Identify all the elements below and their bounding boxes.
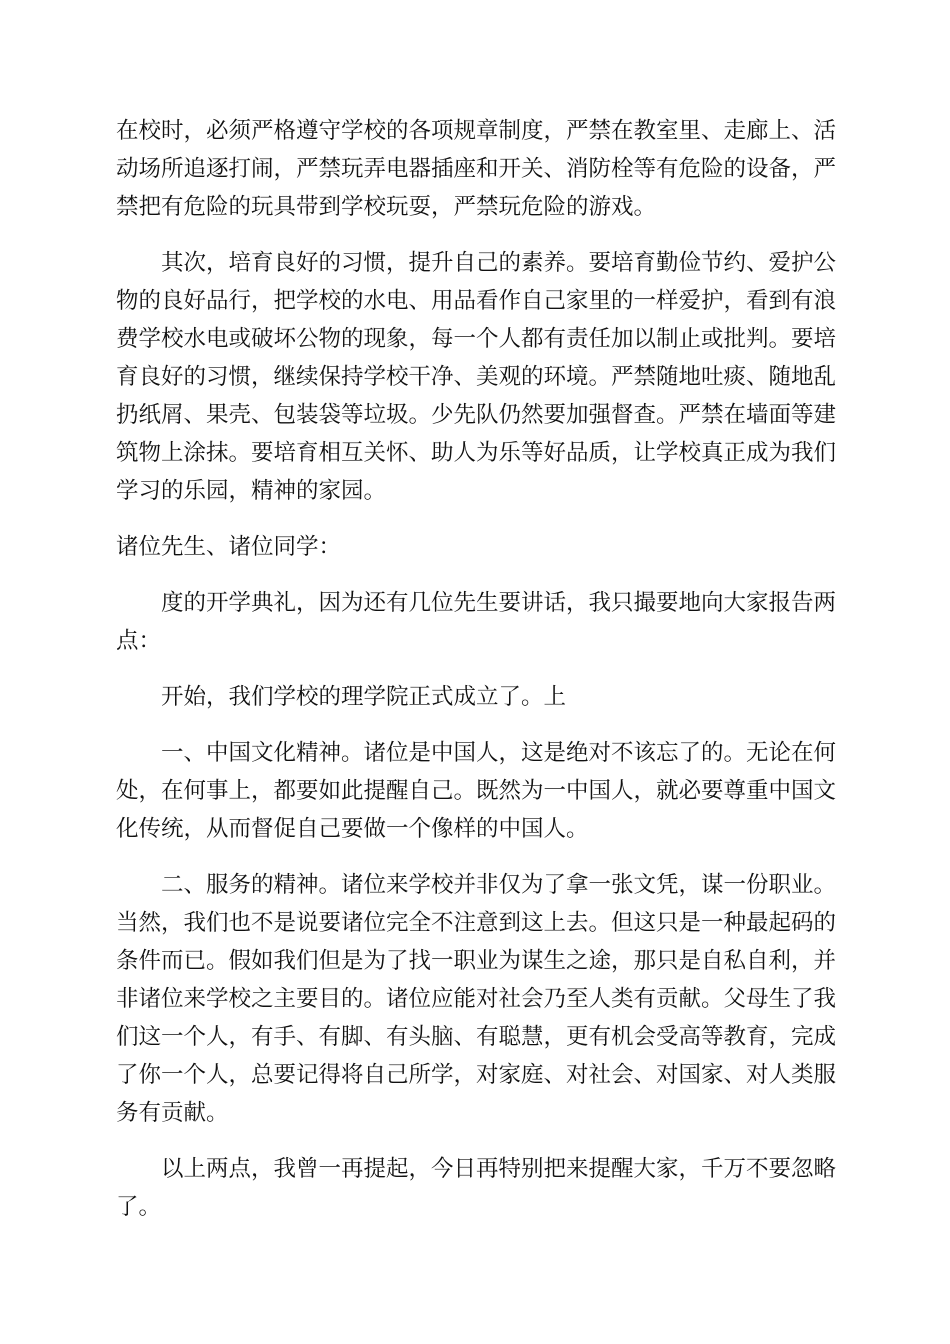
- paragraph-closing: 以上两点，我曾一再提起，今日再特别把来提醒大家，千万不要忽略了。: [116, 1156, 837, 1220]
- paragraph-salutation: 诸位先生、诸位同学：: [116, 534, 342, 560]
- paragraph-point-one: 一、中国文化精神。诸位是中国人，这是绝对不该忘了的。无论在何处，在何事上，都要如此提醒自己。既然为一中国人，就必要尊重中国文化传统，从而督促自己要做一个像样的中国人。: [116, 740, 837, 842]
- document-page: [116, 112, 836, 1244]
- paragraph-opening-ceremony: 度的开学典礼，因为还有几位先生要讲话，我只撮要地向大家报告两点：: [116, 590, 837, 654]
- paragraph-science-college: 开始，我们学校的理学院正式成立了。上: [161, 684, 567, 710]
- paragraph-point-two: 二、服务的精神。诸位来学校并非仅为了拿一张文凭，谋一份职业。当然，我们也不是说要诸位完全不注意到这上去。但这只是一种最起码的条件而已。假如我们但是为了找一职业为谋生之途，那只是自私自利，并非诸位来学校之主要目的。诸位应能对社会乃至人类有贡献。父母生了我们这一个人，有手、有脚、有头脑、有聪慧，更有机会受高等教育，完成了你一个人，总要记得将自己所学，对家庭、对社会、对国家、对人类服务有贡献。: [116, 872, 837, 1126]
- paragraph-school-rules: 在校时，必须严格遵守学校的各项规章制度，严禁在教室里、走廊上、活动场所追逐打闹，严禁玩弄电器插座和开关、消防栓等有危险的设备，严禁把有危险的玩具带到学校玩耍，严禁玩危险的游戏。: [116, 118, 837, 220]
- paragraph-good-habits: 其次，培育良好的习惯，提升自己的素养。要培育勤俭节约、爱护公物的良好品行，把学校的水电、用品看作自己家里的一样爱护，看到有浪费学校水电或破坏公物的现象，每一个人都有责任加以制止或批判。要培育良好的习惯，继续保持学校干净、美观的环境。严禁随地吐痰、随地乱扔纸屑、果壳、包装袋等垃圾。少先队仍然要加强督查。严禁在墙面等建筑物上涂抹。要培育相互关怀、助人为乐等好品质，让学校真正成为我们学习的乐园，精神的家园。: [116, 250, 837, 504]
